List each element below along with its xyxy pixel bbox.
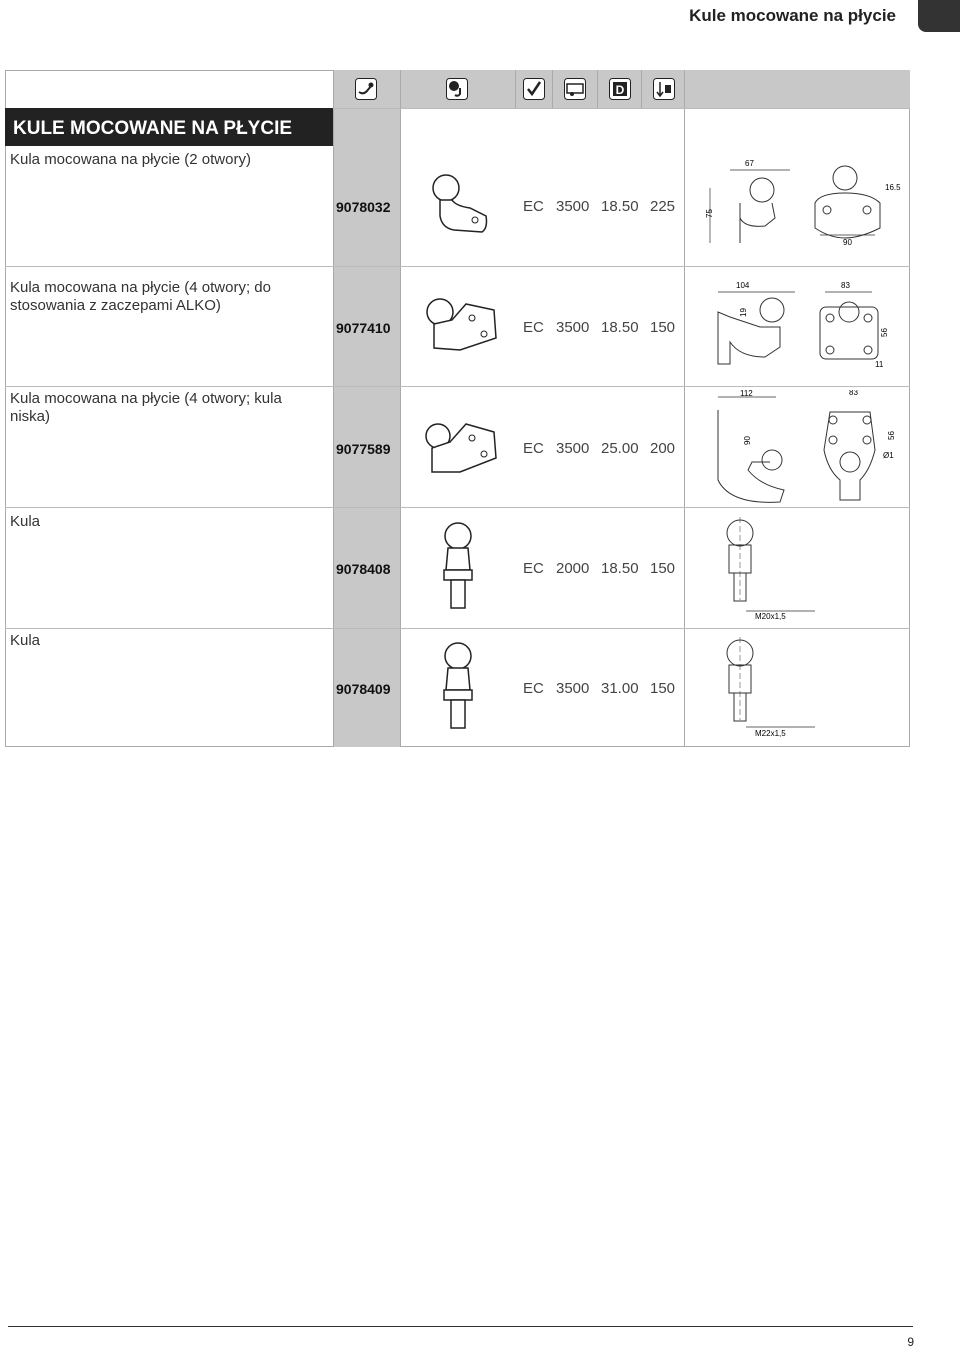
svg-text:16.5: 16.5 — [885, 183, 901, 192]
svg-text:112: 112 — [740, 390, 753, 398]
d-value-cell: 18.50 — [601, 319, 639, 336]
row-description: Kula — [10, 513, 41, 530]
svg-text:19: 19 — [739, 308, 748, 317]
svg-text:90: 90 — [743, 436, 752, 445]
approval-check-icon — [523, 78, 545, 100]
max-load-cell: 2000 — [556, 560, 590, 577]
footer-divider — [8, 1326, 913, 1327]
svg-text:90: 90 — [843, 238, 852, 247]
vertical-load-cell: 200 — [650, 440, 676, 457]
d-value-cell: 18.50 — [601, 198, 639, 215]
max-load-cell: 3500 — [556, 198, 590, 215]
page-number: 9 — [907, 1335, 914, 1349]
approval-cell: EC — [523, 560, 544, 577]
row-description: Kula mocowana na płycie (4 otwory; kula niska) — [10, 390, 282, 425]
steering-hook-icon — [446, 78, 468, 100]
d-value-cell: 31.00 — [601, 680, 639, 697]
svg-text:83: 83 — [849, 390, 858, 397]
svg-text:Ø1: Ø1 — [883, 451, 894, 460]
approval-cell: EC — [523, 198, 544, 215]
svg-text:11: 11 — [875, 360, 884, 369]
vertical-load-cell: 150 — [650, 319, 676, 336]
vertical-load-cell: 150 — [650, 680, 676, 697]
max-load-cell: 3500 — [556, 319, 590, 336]
d-value-icon — [609, 78, 631, 100]
svg-text:75: 75 — [705, 209, 714, 218]
caravan-icon — [564, 78, 586, 100]
svg-text:M20x1,5: M20x1,5 — [755, 612, 786, 621]
svg-text:D: D — [615, 83, 625, 97]
svg-text:M22x1,5: M22x1,5 — [755, 729, 786, 738]
tow-ball-low-photo — [420, 410, 500, 480]
technical-drawing-1 — [700, 148, 905, 248]
page-header-title: Kule mocowane na płycie — [689, 6, 896, 25]
row-description: Kula mocowana na płycie (4 otwory; do stosowania z zaczepami ALKO) — [10, 279, 271, 314]
approval-cell: EC — [523, 440, 544, 457]
max-load-cell: 3500 — [556, 440, 590, 457]
threaded-ball-photo — [438, 518, 478, 610]
row-description: Kula — [10, 632, 41, 649]
approval-cell: EC — [523, 680, 544, 697]
threaded-ball-photo — [438, 638, 478, 730]
technical-drawing-4 — [715, 515, 815, 623]
product-code: 9078409 — [336, 681, 391, 697]
max-load-cell: 3500 — [556, 680, 590, 697]
svg-text:56: 56 — [880, 328, 889, 337]
vertical-load-cell: 150 — [650, 560, 676, 577]
product-code: 9078032 — [336, 199, 391, 215]
product-code: 9077589 — [336, 441, 391, 457]
svg-text:83: 83 — [841, 281, 850, 290]
technical-drawing-3 — [700, 390, 905, 505]
technical-drawing-2 — [700, 272, 905, 377]
tow-ball-2-hole-photo — [420, 168, 500, 238]
table-title: KULE MOCOWANE NA PŁYCIE — [5, 108, 333, 146]
svg-text:67: 67 — [745, 159, 754, 168]
row-description: Kula mocowana na płycie (2 otwory) — [10, 151, 251, 168]
tow-hook-icon — [355, 78, 377, 100]
technical-drawing-5 — [715, 635, 815, 743]
tow-ball-alko-photo — [420, 290, 500, 360]
svg-text:104: 104 — [736, 281, 750, 290]
product-code: 9077410 — [336, 320, 391, 336]
approval-cell: EC — [523, 319, 544, 336]
product-code: 9078408 — [336, 561, 391, 577]
svg-text:56: 56 — [887, 431, 896, 440]
vertical-load-cell: 225 — [650, 198, 676, 215]
header-tab-marker — [918, 0, 960, 32]
d-value-cell: 18.50 — [601, 560, 639, 577]
d-value-cell: 25.00 — [601, 440, 639, 457]
vertical-load-icon — [653, 78, 675, 100]
